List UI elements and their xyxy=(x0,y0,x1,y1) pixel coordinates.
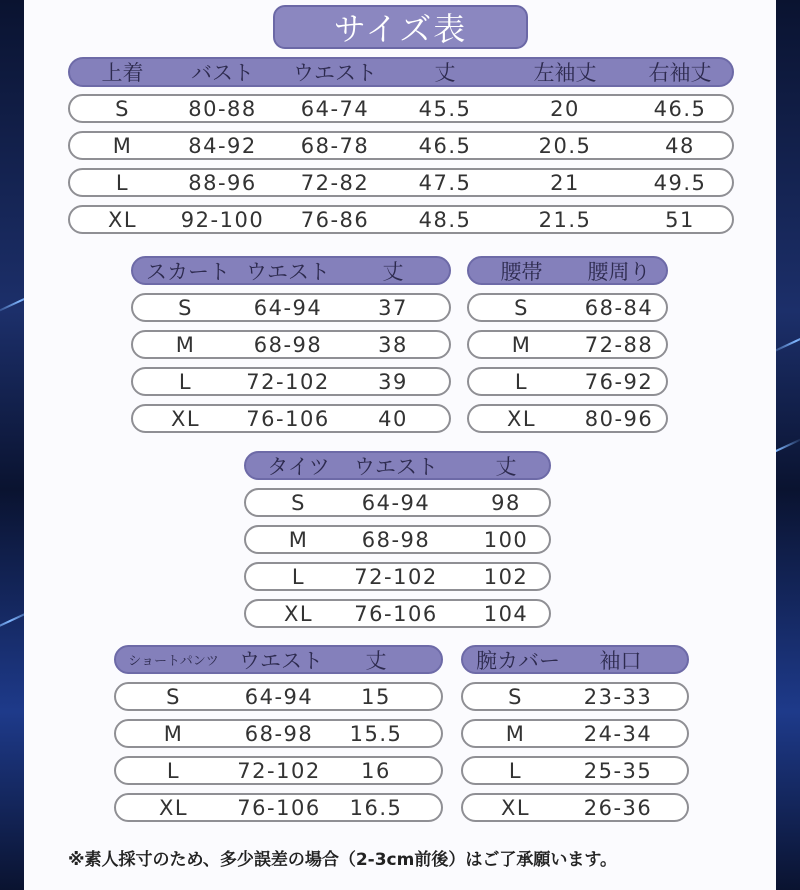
size-cell: XL xyxy=(107,207,138,232)
top-header-left-sleeve: 左袖丈 xyxy=(533,61,597,85)
belt-table-header xyxy=(467,256,668,285)
top-header-waist: ウエスト xyxy=(293,61,377,85)
waist-cell: 76-106 xyxy=(246,406,330,431)
waist-cell: 64-94 xyxy=(361,490,431,515)
table-row xyxy=(467,330,668,359)
waist-cell: 72-102 xyxy=(354,564,438,589)
hip-cell: 76-92 xyxy=(584,369,654,394)
size-cell: XL xyxy=(506,406,537,431)
right-sleeve-cell: 49.5 xyxy=(653,170,707,195)
table-row xyxy=(244,525,551,554)
cuff-cell: 26-36 xyxy=(583,795,653,820)
table-row xyxy=(114,756,443,785)
table-row xyxy=(467,293,668,322)
table-row xyxy=(114,793,443,822)
size-cell: S xyxy=(514,295,529,320)
left-sleeve-cell: 20 xyxy=(550,96,580,121)
bust-cell: 92-100 xyxy=(180,207,265,232)
length-cell: 47.5 xyxy=(418,170,472,195)
waist-cell: 64-94 xyxy=(253,295,323,320)
belt-header-item: 腰帯 xyxy=(500,259,543,284)
tights-header-item: タイツ xyxy=(267,454,330,479)
size-cell: XL xyxy=(500,795,531,820)
hip-cell: 68-84 xyxy=(584,295,654,320)
waist-cell: 72-82 xyxy=(300,170,370,195)
right-sleeve-cell: 48 xyxy=(665,133,695,158)
waist-cell: 64-74 xyxy=(300,96,370,121)
tights-table-header xyxy=(244,451,551,480)
size-cell: L xyxy=(166,758,181,783)
top-header-length: 丈 xyxy=(434,61,456,85)
waist-cell: 68-98 xyxy=(361,527,431,552)
size-cell: S xyxy=(291,490,306,515)
arm-cover-table-header xyxy=(461,645,689,674)
top-header-bust: バスト xyxy=(191,61,254,85)
table-row xyxy=(131,367,451,396)
left-sleeve-cell: 20.5 xyxy=(538,133,592,158)
shorts-header-item: ショートパンツ xyxy=(128,654,219,669)
table-row xyxy=(467,404,668,433)
skirt-header-item: スカート xyxy=(146,259,230,284)
length-cell: 15 xyxy=(361,684,391,709)
waist-cell: 72-102 xyxy=(237,758,321,783)
tights-header-waist: ウエスト xyxy=(354,454,438,479)
arm-header-cuff: 袖口 xyxy=(599,648,642,673)
shorts-table-header xyxy=(114,645,443,674)
table-row xyxy=(131,330,451,359)
waist-cell: 76-106 xyxy=(237,795,321,820)
top-header-item: 上着 xyxy=(101,61,144,85)
bust-cell: 84-92 xyxy=(188,133,257,158)
left-sleeve-cell: 21.5 xyxy=(538,207,592,232)
waist-cell: 68-78 xyxy=(300,133,370,158)
waist-cell: 68-98 xyxy=(253,332,323,357)
table-row xyxy=(68,168,734,197)
cuff-cell: 23-33 xyxy=(583,684,653,709)
size-cell: XL xyxy=(170,406,201,431)
size-cell: M xyxy=(288,527,309,552)
shorts-header-waist: ウエスト xyxy=(239,648,323,673)
arm-header-item: 腕カバー xyxy=(476,648,560,673)
length-cell: 102 xyxy=(483,564,529,589)
size-cell: S xyxy=(178,295,193,320)
waist-cell: 64-94 xyxy=(244,684,314,709)
size-cell: S xyxy=(166,684,181,709)
size-cell: L xyxy=(291,564,306,589)
table-row xyxy=(68,94,734,123)
bust-cell: 88-96 xyxy=(188,170,257,195)
table-row xyxy=(114,682,443,711)
cuff-cell: 25-35 xyxy=(583,758,653,783)
table-row xyxy=(131,404,451,433)
size-cell: M xyxy=(163,721,184,746)
tights-header-length: 丈 xyxy=(495,454,517,479)
skirt-table-header xyxy=(131,256,451,285)
length-cell: 46.5 xyxy=(418,133,472,158)
right-sleeve-cell: 46.5 xyxy=(653,96,707,121)
table-row xyxy=(68,205,734,234)
right-sleeve-cell: 51 xyxy=(665,207,695,232)
table-row xyxy=(461,682,689,711)
hip-cell: 80-96 xyxy=(584,406,654,431)
right-background-edge xyxy=(776,0,800,890)
size-cell: M xyxy=(112,133,133,158)
length-cell: 37 xyxy=(378,295,408,320)
size-cell: M xyxy=(175,332,196,357)
table-row xyxy=(68,131,734,160)
table-row xyxy=(114,719,443,748)
top-header-right-sleeve: 右袖丈 xyxy=(648,61,712,85)
belt-header-hip: 腰周り xyxy=(587,259,651,284)
size-cell: S xyxy=(115,96,130,121)
waist-cell: 68-98 xyxy=(244,721,314,746)
skirt-header-length: 丈 xyxy=(382,259,404,284)
table-row xyxy=(131,293,451,322)
length-cell: 39 xyxy=(378,369,408,394)
measurement-note: ※素人採寸のため、多少誤差の場合（2-3cm前後）はご了承願います。 xyxy=(68,850,617,870)
length-cell: 48.5 xyxy=(418,207,472,232)
table-row xyxy=(244,599,551,628)
top-table-header xyxy=(68,57,734,87)
size-cell: L xyxy=(178,369,193,394)
size-cell: M xyxy=(505,721,526,746)
length-cell: 16.5 xyxy=(349,795,403,820)
length-cell: 98 xyxy=(491,490,521,515)
left-background-edge xyxy=(0,0,24,890)
length-cell: 100 xyxy=(483,527,529,552)
bust-cell: 80-88 xyxy=(188,96,257,121)
length-cell: 15.5 xyxy=(349,721,403,746)
skirt-header-waist: ウエスト xyxy=(246,259,330,284)
hip-cell: 72-88 xyxy=(584,332,654,357)
length-cell: 40 xyxy=(378,406,408,431)
table-row xyxy=(467,367,668,396)
size-cell: L xyxy=(508,758,523,783)
table-row xyxy=(244,562,551,591)
size-cell: XL xyxy=(283,601,314,626)
table-row xyxy=(461,719,689,748)
cuff-cell: 24-34 xyxy=(583,721,653,746)
page-title: サイズ表 xyxy=(273,5,528,49)
waist-cell: 76-106 xyxy=(354,601,438,626)
length-cell: 16 xyxy=(361,758,391,783)
waist-cell: 72-102 xyxy=(246,369,330,394)
length-cell: 104 xyxy=(483,601,529,626)
size-cell: S xyxy=(508,684,523,709)
size-cell: XL xyxy=(158,795,189,820)
size-cell: L xyxy=(514,369,529,394)
shorts-header-length: 丈 xyxy=(365,648,387,673)
length-cell: 45.5 xyxy=(418,96,472,121)
left-sleeve-cell: 21 xyxy=(550,170,580,195)
table-row xyxy=(461,793,689,822)
waist-cell: 76-86 xyxy=(300,207,370,232)
size-cell: L xyxy=(115,170,130,195)
length-cell: 38 xyxy=(378,332,408,357)
table-row xyxy=(461,756,689,785)
table-row xyxy=(244,488,551,517)
size-cell: M xyxy=(511,332,532,357)
